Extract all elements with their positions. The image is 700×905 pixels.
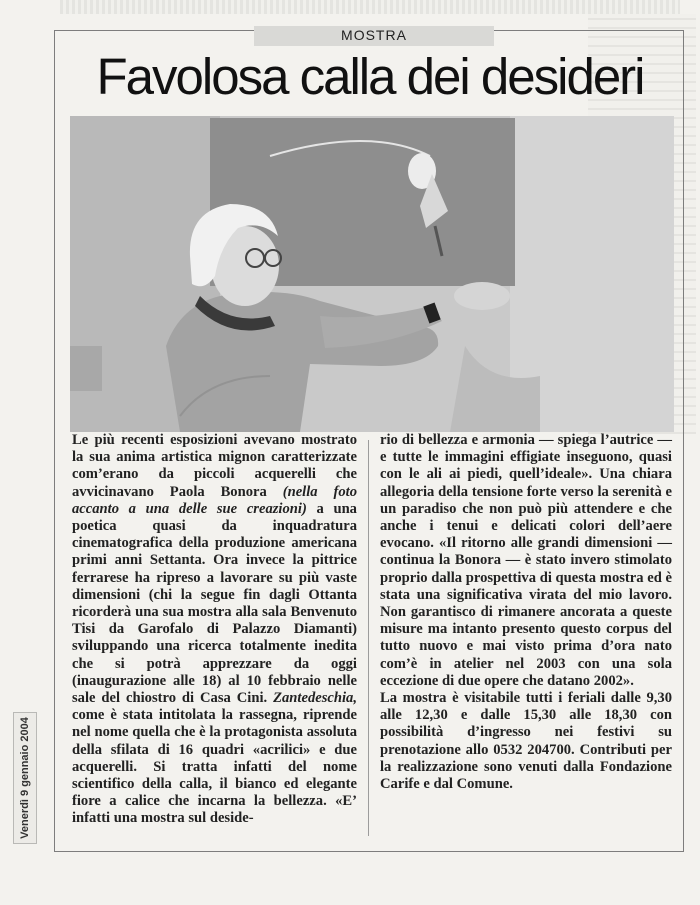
exhibition-title: Zantedeschia, [273,690,357,707]
article-text: Le più recenti esposizioni avevano mostrato la sua anima artistica mignon caratterizzate com’erano da piccoli acquerelli che avvicinavano Paola Bonora [72,432,357,500]
article-paragraph: La mostra è visitabile tutti i feriali dalle 9,30 alle 12,30 e dalle 15,30 alle 18,30 con possibilità d’ingresso nei festivi su prenotazione allo 0532 204700. Contributi per la realizzazione sono venuti dalla Fondazione Carife e dal Comune. [380,690,672,793]
column-divider [368,440,369,836]
article-column-right [380,432,672,793]
article-text: come è stata intitolata la rassegna, riprende nel nome quella che è la protagonista assoluta della sfilata di 16 quadri «acrilici» e due acquerelli. Si tratta infatti del nome scientifico della calla, il bianco ed elegante fiore a calice che incarna la bellezza. «E’ infatti una mostra sul deside- [72,707,357,827]
article-text: a una poetica quasi da inquadratura cinematografica della produzione americana primi anni Settanta. Ora invece la pittrice ferrarese ha ripreso a lavorare su più vaste dimensioni (chi la segue fin dagli Ottanta ricorderà una sua mostra alla sala Benvenuto Tisi da Garofalo di Palazzo Diamanti) sviluppando una ricerca totalmente inedita che si potrà apprezzare da oggi (inaugurazione alle 18) al 10 febbraio nelle sale del chiostro di Casa Cini. [72,500,357,707]
dateline-label [13,712,37,844]
article-column-left [72,432,357,828]
article-paragraph: rio di bellezza e armonia — spiega l’autrice — e tutte le immagini effigiate inseguono, quasi con le ali ai piedi, quell’ideale». Una chiara allegoria della tensione forte verso la serenità e un paradiso che non può più attendere e che anche i tenui e delicati colori dell’aere evocano. «Il ritorno alle grandi dimensioni — continua la Bonora — è stato invero stimolato proprio dalla prospettiva di questa mostra ed è stata una significativa virata del mio lavoro. Non garantisco di rimanere ancorata a queste misure ma intanto presento questo corpus del tutto nuovo e mai visto prima d’ora nato com’è in atelier nel 2003 con una sola eccezione di due opere che datano 2002». [380,432,672,689]
photo-caption-inline: (nella foto accanto a una delle sue creazioni) [72,483,357,517]
photo-illustration [70,116,674,432]
dateline-text: Venerdì 9 gennaio 2004 [19,717,31,839]
bleed-through-text-top [60,0,680,14]
article-photo [70,116,674,432]
section-label: MOSTRA [341,27,407,43]
article-headline: Favolosa calla dei desideri [96,48,644,105]
